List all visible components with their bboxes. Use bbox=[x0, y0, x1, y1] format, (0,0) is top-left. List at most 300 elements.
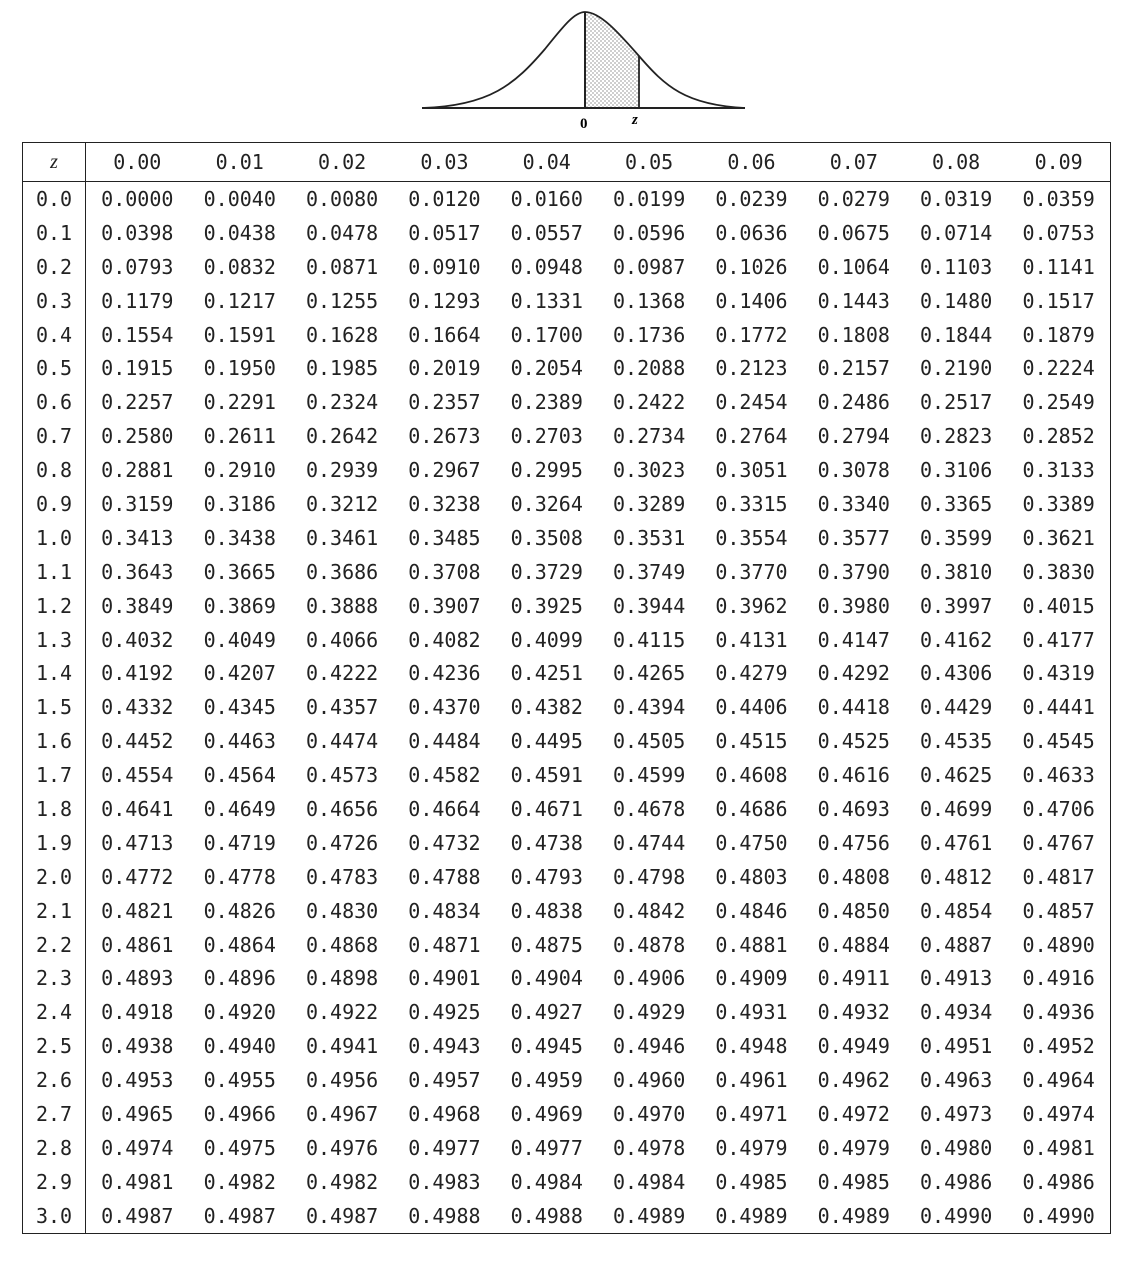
table-cell: 0.3365 bbox=[920, 491, 993, 516]
table-cell: 0.4861 bbox=[101, 932, 174, 957]
table-row bbox=[23, 419, 1111, 453]
table-cell: 0.4938 bbox=[101, 1034, 174, 1059]
table-cell: 0.3508 bbox=[510, 525, 583, 550]
table-row bbox=[23, 1199, 1111, 1233]
table-cell: 0.2517 bbox=[920, 390, 993, 415]
table-cell: 0.2054 bbox=[510, 356, 583, 381]
table-row bbox=[23, 284, 1111, 318]
row-z-label: 1.9 bbox=[23, 826, 86, 860]
table-cell: 0.4525 bbox=[817, 729, 890, 754]
table-cell: 0.4871 bbox=[408, 932, 481, 957]
table-cell: 0.4878 bbox=[612, 932, 686, 957]
row-z-label: 0.8 bbox=[23, 453, 86, 487]
table-cell: 0.4931 bbox=[715, 1000, 788, 1025]
column-header: 0.02 bbox=[291, 143, 393, 182]
table-cell: 0.4515 bbox=[715, 729, 788, 754]
table-row bbox=[23, 385, 1111, 419]
table-cell: 0.4987 bbox=[101, 1203, 174, 1228]
row-z-label: 2.1 bbox=[23, 894, 86, 928]
table-row bbox=[23, 623, 1111, 657]
table-cell: 0.3925 bbox=[510, 593, 583, 618]
table-cell: 0.4573 bbox=[305, 763, 379, 788]
table-cell: 0.4971 bbox=[715, 1101, 788, 1126]
table-cell: 0.4082 bbox=[408, 627, 481, 652]
table-cell: 0.4706 bbox=[1022, 796, 1095, 821]
table-cell: 0.4545 bbox=[1022, 729, 1095, 754]
column-header: 0.08 bbox=[905, 143, 1007, 182]
table-cell: 0.3340 bbox=[817, 491, 890, 516]
table-cell: 0.3980 bbox=[817, 593, 890, 618]
table-cell: 0.4896 bbox=[203, 966, 276, 991]
table-cell: 0.4982 bbox=[305, 1169, 379, 1194]
table-cell: 0.4985 bbox=[817, 1169, 890, 1194]
table-cell: 0.3289 bbox=[612, 491, 686, 516]
table-cell: 0.1517 bbox=[1022, 288, 1095, 313]
table-cell: 0.4656 bbox=[305, 796, 379, 821]
table-cell: 0.2486 bbox=[817, 390, 890, 415]
table-cell: 0.4463 bbox=[203, 729, 276, 754]
table-cell: 0.2910 bbox=[203, 458, 276, 483]
table-cell: 0.3461 bbox=[305, 525, 379, 550]
table-cell: 0.4032 bbox=[101, 627, 174, 652]
table-cell: 0.1915 bbox=[101, 356, 174, 381]
table-cell: 0.4983 bbox=[408, 1169, 481, 1194]
table-cell: 0.4772 bbox=[101, 864, 174, 889]
table-cell: 0.4830 bbox=[305, 898, 379, 923]
table-cell: 0.4932 bbox=[817, 1000, 890, 1025]
table-cell: 0.4949 bbox=[817, 1034, 890, 1059]
table-cell: 0.4945 bbox=[510, 1034, 583, 1059]
table-row bbox=[23, 182, 1111, 216]
table-cell: 0.4678 bbox=[612, 796, 686, 821]
table-cell: 0.3849 bbox=[101, 593, 174, 618]
table-cell: 0.4306 bbox=[920, 661, 993, 686]
table-cell: 0.4429 bbox=[920, 695, 993, 720]
table-cell: 0.0279 bbox=[817, 186, 890, 211]
table-cell: 0.4964 bbox=[1022, 1068, 1095, 1093]
row-z-label: 2.3 bbox=[23, 961, 86, 995]
table-cell: 0.4850 bbox=[817, 898, 890, 923]
table-cell: 0.3051 bbox=[715, 458, 788, 483]
table-cell: 0.2291 bbox=[203, 390, 276, 415]
table-cell: 0.1591 bbox=[203, 322, 276, 347]
table-cell: 0.4887 bbox=[920, 932, 993, 957]
table-cell: 0.4582 bbox=[408, 763, 481, 788]
table-cell: 0.1700 bbox=[510, 322, 583, 347]
table-cell: 0.4535 bbox=[920, 729, 993, 754]
table-cell: 0.0636 bbox=[715, 220, 788, 245]
table-cell: 0.4649 bbox=[203, 796, 276, 821]
table-cell: 0.4066 bbox=[305, 627, 379, 652]
table-cell: 0.4484 bbox=[408, 729, 481, 754]
table-cell: 0.2967 bbox=[408, 458, 481, 483]
table-cell: 0.4732 bbox=[408, 830, 481, 855]
table-cell: 0.4974 bbox=[101, 1135, 174, 1160]
table-cell: 0.4803 bbox=[715, 864, 788, 889]
table-cell: 0.3944 bbox=[612, 593, 686, 618]
table-cell: 0.4985 bbox=[715, 1169, 788, 1194]
table-cell: 0.1879 bbox=[1022, 322, 1095, 347]
table-cell: 0.4941 bbox=[305, 1034, 379, 1059]
table-cell: 0.4319 bbox=[1022, 661, 1095, 686]
table-cell: 0.4554 bbox=[101, 763, 174, 788]
row-z-label: 1.3 bbox=[23, 623, 86, 657]
table-row bbox=[23, 826, 1111, 860]
table-cell: 0.4957 bbox=[408, 1068, 481, 1093]
row-z-label: 0.7 bbox=[23, 419, 86, 453]
table-cell: 0.4966 bbox=[203, 1101, 276, 1126]
table-cell: 0.4783 bbox=[305, 864, 379, 889]
table-cell: 0.4788 bbox=[408, 864, 481, 889]
table-cell: 0.3729 bbox=[510, 559, 583, 584]
table-cell: 0.4793 bbox=[510, 864, 583, 889]
table-cell: 0.3554 bbox=[715, 525, 788, 550]
column-header: 0.04 bbox=[496, 143, 598, 182]
table-cell: 0.1554 bbox=[101, 322, 174, 347]
table-cell: 0.4279 bbox=[715, 661, 788, 686]
table-cell: 0.4332 bbox=[101, 695, 174, 720]
table-cell: 0.3159 bbox=[101, 491, 174, 516]
table-cell: 0.1664 bbox=[408, 322, 481, 347]
table-cell: 0.4977 bbox=[510, 1135, 583, 1160]
table-body bbox=[23, 182, 1111, 1234]
table-row bbox=[23, 351, 1111, 385]
table-cell: 0.4251 bbox=[510, 661, 583, 686]
table-cell: 0.4946 bbox=[612, 1034, 686, 1059]
row-z-label: 2.8 bbox=[23, 1131, 86, 1165]
z-label: z bbox=[632, 112, 638, 128]
table-cell: 0.0517 bbox=[408, 220, 481, 245]
table-cell: 0.1141 bbox=[1022, 254, 1095, 279]
table-cell: 0.4984 bbox=[612, 1169, 686, 1194]
table-cell: 0.4962 bbox=[817, 1068, 890, 1093]
table-cell: 0.4798 bbox=[612, 864, 686, 889]
table-cell: 0.4474 bbox=[305, 729, 379, 754]
table-cell: 0.2852 bbox=[1022, 424, 1095, 449]
table-cell: 0.2995 bbox=[510, 458, 583, 483]
table-cell: 0.4761 bbox=[920, 830, 993, 855]
table-cell: 0.3869 bbox=[203, 593, 276, 618]
table-cell: 0.4965 bbox=[101, 1101, 174, 1126]
table-cell: 0.4564 bbox=[203, 763, 276, 788]
table-cell: 0.1736 bbox=[612, 322, 686, 347]
table-row bbox=[23, 1029, 1111, 1063]
table-cell: 0.0080 bbox=[305, 186, 379, 211]
table-cell: 0.4973 bbox=[920, 1101, 993, 1126]
table-cell: 0.1808 bbox=[817, 322, 890, 347]
table-cell: 0.3023 bbox=[612, 458, 686, 483]
table-cell: 0.4162 bbox=[920, 627, 993, 652]
table-cell: 0.1331 bbox=[510, 288, 583, 313]
table-cell: 0.4049 bbox=[203, 627, 276, 652]
table-cell: 0.4382 bbox=[510, 695, 583, 720]
zero-label: 0 bbox=[580, 116, 588, 132]
table-cell: 0.3315 bbox=[715, 491, 788, 516]
table-cell: 0.4846 bbox=[715, 898, 788, 923]
table-row bbox=[23, 1131, 1111, 1165]
table-cell: 0.4906 bbox=[612, 966, 686, 991]
row-z-label: 1.4 bbox=[23, 656, 86, 690]
table-cell: 0.2019 bbox=[408, 356, 481, 381]
table-cell: 0.3810 bbox=[920, 559, 993, 584]
table-cell: 0.4979 bbox=[715, 1135, 788, 1160]
table-cell: 0.1985 bbox=[305, 356, 379, 381]
table-cell: 0.0714 bbox=[920, 220, 993, 245]
table-cell: 0.2123 bbox=[715, 356, 788, 381]
table-cell: 0.0000 bbox=[101, 186, 174, 211]
table-cell: 0.0239 bbox=[715, 186, 788, 211]
table-cell: 0.4750 bbox=[715, 830, 788, 855]
table-cell: 0.0910 bbox=[408, 254, 481, 279]
table-cell: 0.4744 bbox=[612, 830, 686, 855]
row-z-label: 0.5 bbox=[23, 351, 86, 385]
table-cell: 0.4948 bbox=[715, 1034, 788, 1059]
table-cell: 0.0832 bbox=[203, 254, 276, 279]
table-cell: 0.4778 bbox=[203, 864, 276, 889]
table-cell: 0.4893 bbox=[101, 966, 174, 991]
table-cell: 0.4976 bbox=[305, 1135, 379, 1160]
table-cell: 0.4812 bbox=[920, 864, 993, 889]
table-cell: 0.3078 bbox=[817, 458, 890, 483]
table-cell: 0.4982 bbox=[203, 1169, 276, 1194]
column-header: 0.09 bbox=[1007, 143, 1110, 182]
table-row bbox=[23, 792, 1111, 826]
table-cell: 0.2224 bbox=[1022, 356, 1095, 381]
table-cell: 0.4940 bbox=[203, 1034, 276, 1059]
table-cell: 0.4951 bbox=[920, 1034, 993, 1059]
table-cell: 0.3686 bbox=[305, 559, 379, 584]
column-header: 0.00 bbox=[86, 143, 189, 182]
table-cell: 0.1844 bbox=[920, 322, 993, 347]
table-cell: 0.4599 bbox=[612, 763, 686, 788]
table-cell: 0.4989 bbox=[612, 1203, 686, 1228]
table-cell: 0.2794 bbox=[817, 424, 890, 449]
table-cell: 0.0120 bbox=[408, 186, 481, 211]
table-cell: 0.3962 bbox=[715, 593, 788, 618]
table-row bbox=[23, 216, 1111, 250]
table-cell: 0.4916 bbox=[1022, 966, 1095, 991]
table-row bbox=[23, 928, 1111, 962]
column-header: 0.03 bbox=[393, 143, 495, 182]
table-cell: 0.4664 bbox=[408, 796, 481, 821]
table-cell: 0.4959 bbox=[510, 1068, 583, 1093]
table-cell: 0.4984 bbox=[510, 1169, 583, 1194]
table-cell: 0.0359 bbox=[1022, 186, 1095, 211]
table-row bbox=[23, 555, 1111, 589]
table-cell: 0.3389 bbox=[1022, 491, 1095, 516]
column-header: 0.01 bbox=[189, 143, 291, 182]
table-cell: 0.3665 bbox=[203, 559, 276, 584]
table-cell: 0.4990 bbox=[1022, 1203, 1095, 1228]
table-row bbox=[23, 894, 1111, 928]
table-cell: 0.4968 bbox=[408, 1101, 481, 1126]
table-cell: 0.4345 bbox=[203, 695, 276, 720]
table-cell: 0.3186 bbox=[203, 491, 276, 516]
table-cell: 0.2422 bbox=[612, 390, 686, 415]
table-cell: 0.4911 bbox=[817, 966, 890, 991]
table-cell: 0.1293 bbox=[408, 288, 481, 313]
row-z-label: 3.0 bbox=[23, 1199, 86, 1233]
table-cell: 0.4641 bbox=[101, 796, 174, 821]
table-cell: 0.4842 bbox=[612, 898, 686, 923]
table-cell: 0.4838 bbox=[510, 898, 583, 923]
row-z-label: 1.6 bbox=[23, 724, 86, 758]
table-cell: 0.4756 bbox=[817, 830, 890, 855]
table-cell: 0.0596 bbox=[612, 220, 686, 245]
z-column-header: z bbox=[23, 143, 86, 182]
table-cell: 0.4974 bbox=[1022, 1101, 1095, 1126]
row-z-label: 2.6 bbox=[23, 1063, 86, 1097]
table-cell: 0.4608 bbox=[715, 763, 788, 788]
table-cell: 0.4671 bbox=[510, 796, 583, 821]
table-cell: 0.4988 bbox=[408, 1203, 481, 1228]
row-z-label: 0.2 bbox=[23, 250, 86, 284]
table-cell: 0.4147 bbox=[817, 627, 890, 652]
table-row bbox=[23, 521, 1111, 555]
table-cell: 0.4990 bbox=[920, 1203, 993, 1228]
table-cell: 0.4989 bbox=[715, 1203, 788, 1228]
table-cell: 0.4981 bbox=[1022, 1135, 1095, 1160]
table-row bbox=[23, 1165, 1111, 1199]
bell-curve bbox=[422, 12, 745, 108]
table-row bbox=[23, 487, 1111, 521]
row-z-label: 2.2 bbox=[23, 928, 86, 962]
table-cell: 0.4986 bbox=[1022, 1169, 1095, 1194]
table-cell: 0.4616 bbox=[817, 763, 890, 788]
table-cell: 0.4975 bbox=[203, 1135, 276, 1160]
table-cell: 0.4192 bbox=[101, 661, 174, 686]
table-cell: 0.2642 bbox=[305, 424, 379, 449]
table-cell: 0.2257 bbox=[101, 390, 174, 415]
table-cell: 0.3997 bbox=[920, 593, 993, 618]
table-row bbox=[23, 690, 1111, 724]
table-cell: 0.4955 bbox=[203, 1068, 276, 1093]
table-cell: 0.4495 bbox=[510, 729, 583, 754]
column-header: 0.07 bbox=[803, 143, 905, 182]
table-cell: 0.3238 bbox=[408, 491, 481, 516]
row-z-label: 1.1 bbox=[23, 555, 86, 589]
table-cell: 0.3133 bbox=[1022, 458, 1095, 483]
table-cell: 0.4406 bbox=[715, 695, 788, 720]
table-cell: 0.0793 bbox=[101, 254, 174, 279]
table-cell: 0.2190 bbox=[920, 356, 993, 381]
table-cell: 0.3749 bbox=[612, 559, 686, 584]
table-cell: 0.4913 bbox=[920, 966, 993, 991]
table-cell: 0.3212 bbox=[305, 491, 379, 516]
table-cell: 0.1064 bbox=[817, 254, 890, 279]
column-header: 0.06 bbox=[700, 143, 802, 182]
table-cell: 0.4292 bbox=[817, 661, 890, 686]
row-z-label: 1.2 bbox=[23, 589, 86, 623]
table-cell: 0.4808 bbox=[817, 864, 890, 889]
table-cell: 0.0753 bbox=[1022, 220, 1095, 245]
table-cell: 0.2823 bbox=[920, 424, 993, 449]
table-cell: 0.4834 bbox=[408, 898, 481, 923]
table-cell: 0.4904 bbox=[510, 966, 583, 991]
table-cell: 0.4986 bbox=[920, 1169, 993, 1194]
table-cell: 0.4452 bbox=[101, 729, 174, 754]
table-cell: 0.4875 bbox=[510, 932, 583, 957]
table-cell: 0.4441 bbox=[1022, 695, 1095, 720]
table-cell: 0.4881 bbox=[715, 932, 788, 957]
table-cell: 0.0438 bbox=[203, 220, 276, 245]
table-cell: 0.3770 bbox=[715, 559, 788, 584]
table-cell: 0.4987 bbox=[305, 1203, 379, 1228]
table-cell: 0.4625 bbox=[920, 763, 993, 788]
table-cell: 0.0319 bbox=[920, 186, 993, 211]
table-cell: 0.4934 bbox=[920, 1000, 993, 1025]
table-cell: 0.4953 bbox=[101, 1068, 174, 1093]
row-z-label: 2.5 bbox=[23, 1029, 86, 1063]
row-z-label: 0.6 bbox=[23, 385, 86, 419]
table-row bbox=[23, 961, 1111, 995]
table-cell: 0.4115 bbox=[612, 627, 686, 652]
z-table bbox=[22, 142, 1111, 1234]
table-cell: 0.4920 bbox=[203, 1000, 276, 1025]
table-cell: 0.1772 bbox=[715, 322, 788, 347]
table-cell: 0.4505 bbox=[612, 729, 686, 754]
table-cell: 0.4927 bbox=[510, 1000, 583, 1025]
table-cell: 0.3621 bbox=[1022, 525, 1095, 550]
table-cell: 0.4952 bbox=[1022, 1034, 1095, 1059]
table-cell: 0.4963 bbox=[920, 1068, 993, 1093]
table-cell: 0.4633 bbox=[1022, 763, 1095, 788]
table-cell: 0.2389 bbox=[510, 390, 583, 415]
table-cell: 0.2939 bbox=[305, 458, 379, 483]
table-cell: 0.3413 bbox=[101, 525, 174, 550]
table-cell: 0.1406 bbox=[715, 288, 788, 313]
table-cell: 0.3907 bbox=[408, 593, 481, 618]
table-cell: 0.1255 bbox=[305, 288, 379, 313]
row-z-label: 1.0 bbox=[23, 521, 86, 555]
table-cell: 0.1179 bbox=[101, 288, 174, 313]
table-cell: 0.0987 bbox=[612, 254, 686, 279]
table-cell: 0.2611 bbox=[203, 424, 276, 449]
table-cell: 0.4686 bbox=[715, 796, 788, 821]
table-row bbox=[23, 1097, 1111, 1131]
row-z-label: 0.9 bbox=[23, 487, 86, 521]
table-cell: 0.1480 bbox=[920, 288, 993, 313]
table-cell: 0.1368 bbox=[612, 288, 686, 313]
table-row bbox=[23, 758, 1111, 792]
table-cell: 0.2324 bbox=[305, 390, 379, 415]
table-cell: 0.4956 bbox=[305, 1068, 379, 1093]
table-cell: 0.4826 bbox=[203, 898, 276, 923]
row-z-label: 1.7 bbox=[23, 758, 86, 792]
table-cell: 0.2454 bbox=[715, 390, 788, 415]
table-cell: 0.4713 bbox=[101, 830, 174, 855]
table-cell: 0.1443 bbox=[817, 288, 890, 313]
table-cell: 0.2881 bbox=[101, 458, 174, 483]
table-cell: 0.0160 bbox=[510, 186, 583, 211]
table-cell: 0.0040 bbox=[203, 186, 276, 211]
table-cell: 0.4972 bbox=[817, 1101, 890, 1126]
row-z-label: 1.8 bbox=[23, 792, 86, 826]
table-cell: 0.2549 bbox=[1022, 390, 1095, 415]
table-cell: 0.3438 bbox=[203, 525, 276, 550]
table-cell: 0.4989 bbox=[817, 1203, 890, 1228]
table-cell: 0.4970 bbox=[612, 1101, 686, 1126]
table-cell: 0.2703 bbox=[510, 424, 583, 449]
table-cell: 0.4131 bbox=[715, 627, 788, 652]
table-cell: 0.3599 bbox=[920, 525, 993, 550]
table-cell: 0.0478 bbox=[305, 220, 379, 245]
table-cell: 0.4222 bbox=[305, 661, 379, 686]
table-cell: 0.3830 bbox=[1022, 559, 1095, 584]
table-cell: 0.2580 bbox=[101, 424, 174, 449]
table-cell: 0.4943 bbox=[408, 1034, 481, 1059]
header-row bbox=[23, 143, 1111, 182]
